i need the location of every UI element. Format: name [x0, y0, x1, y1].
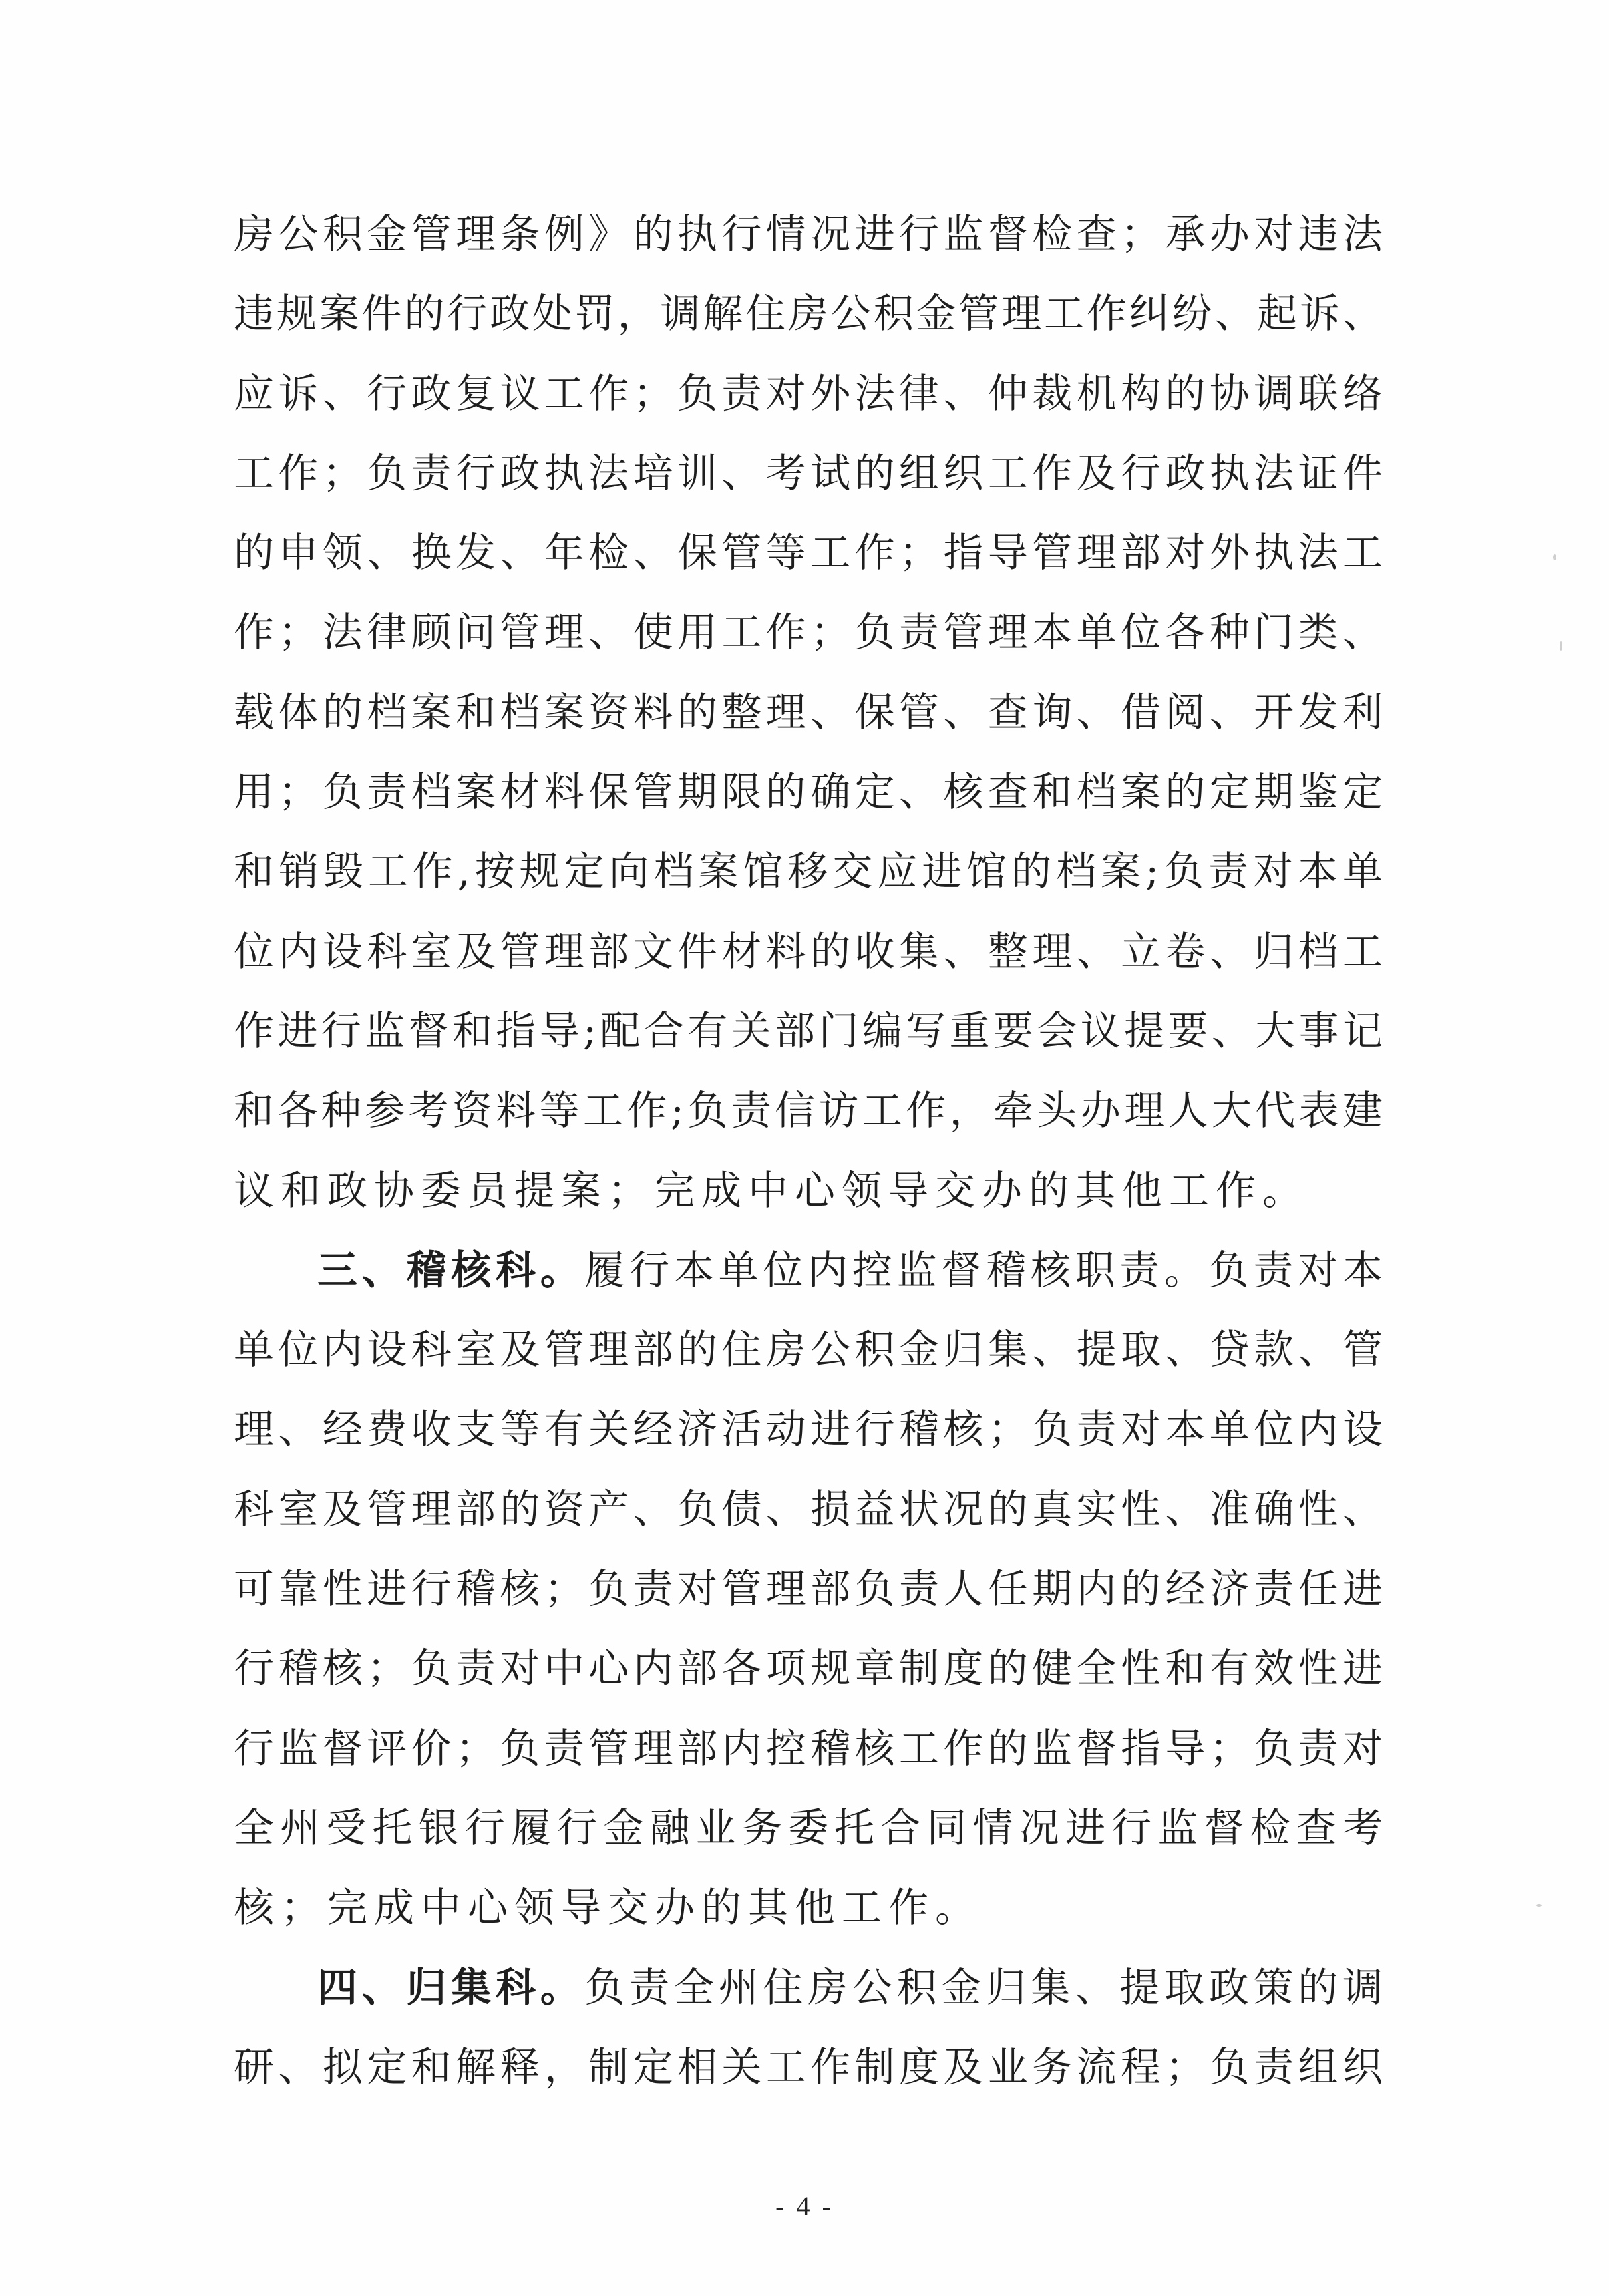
text-line: 单位内设科室及管理部的住房公积金归集、提取、贷款、管	[234, 1327, 1383, 1374]
page-number: - 4 -	[775, 2191, 834, 2221]
text-line: 全州受托银行履行金融业务委托合同情况进行监督检查考	[234, 1804, 1383, 1852]
text-line: 载体的档案和档案资料的整理、保管、查询、借阅、开发利	[234, 689, 1383, 736]
scan-speck	[1553, 554, 1556, 560]
text-line: 科室及管理部的资产、负债、损益状况的真实性、准确性、	[234, 1486, 1383, 1533]
text-line: 核；完成中心领导交办的其他工作。	[234, 1884, 982, 1932]
text-line: 研、拟定和解释，制定相关工作制度及业务流程；负责组织	[234, 2043, 1383, 2091]
text-line: 作；法律顾问管理、使用工作；负责管理本单位各种门类、	[234, 609, 1383, 657]
text-line: 和各种参考资料等工作;负责信访工作，牵头办理人大代表建	[234, 1088, 1383, 1135]
section-4-first-line-text: 负责全州住房公积金归集、提取政策的调	[584, 1964, 1383, 2011]
section-3-heading: 三、稽核科。	[317, 1247, 585, 1294]
body-text	[234, 195, 1383, 2108]
text-line: 理、经费收支等有关经济活动进行稽核；负责对本单位内设	[234, 1406, 1383, 1454]
text-line: 违规案件的行政处罚，调解住房公积金管理工作纠纷、起诉、	[234, 291, 1383, 338]
scan-speck	[1536, 1904, 1542, 1907]
text-line: 行监督评价；负责管理部内控稽核工作的监督指导；负责对	[234, 1725, 1383, 1772]
text-line: 行稽核；负责对中心内部各项规章制度的健全性和有效性进	[234, 1645, 1383, 1693]
text-line: 议和政协委员提案；完成中心领导交办的其他工作。	[234, 1167, 1309, 1214]
text-line: 用；负责档案材料保管期限的确定、核查和档案的定期鉴定	[234, 769, 1383, 816]
section-3-first-line-text: 履行本单位内控监督稽核职责。负责对本	[584, 1247, 1383, 1294]
scan-speck	[1560, 641, 1562, 651]
text-line: 作进行监督和指导;配合有关部门编写重要会议提要、大事记	[234, 1007, 1383, 1055]
text-line: 和销毁工作,按规定向档案馆移交应进馆的档案;负责对本单	[234, 848, 1383, 896]
text-line: 应诉、行政复议工作；负责对外法律、仲裁机构的协调联络	[234, 370, 1383, 418]
text-line: 的申领、换发、年检、保管等工作；指导管理部对外执法工	[234, 530, 1383, 577]
text-line: 可靠性进行稽核；负责对管理部负责人任期内的经济责任进	[234, 1566, 1383, 1613]
text-line: 房公积金管理条例》的执行情况进行监督检查；承办对违法	[234, 211, 1383, 258]
section-4-heading: 四、归集科。	[317, 1964, 585, 2011]
section-3-first-line	[234, 1231, 1383, 1311]
text-line: 工作；负责行政执法培训、考试的组织工作及行政执法证件	[234, 450, 1383, 497]
text-line: 位内设科室及管理部文件材料的收集、整理、立卷、归档工	[234, 928, 1383, 975]
section-4-first-line	[234, 1949, 1383, 2028]
